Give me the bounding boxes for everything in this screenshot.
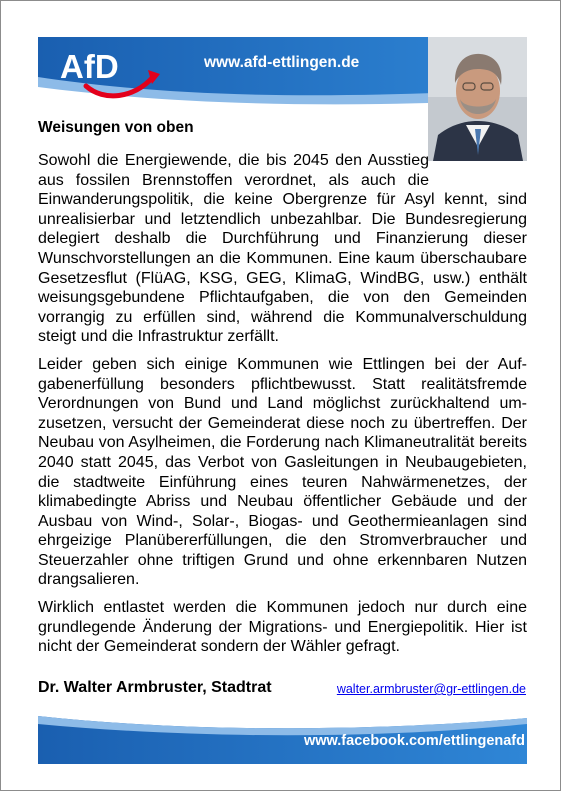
author-signature: Dr. Walter Armbruster, Stadtrat: [38, 679, 272, 696]
photo-wrap-spacer: [429, 151, 527, 173]
author-email-link[interactable]: walter.armbruster@gr-ettlingen.de: [336, 682, 526, 696]
header-url[interactable]: www.afd-ettlingen.de: [204, 54, 360, 71]
portrait-photo: [428, 37, 527, 161]
footer-facebook-url[interactable]: www.facebook.com/ettlingenafd: [303, 733, 525, 749]
afd-logo: [56, 44, 164, 106]
article-title: Weisungen von oben: [38, 119, 194, 136]
paragraph-1: Sowohl die Energiewende, die bis 2045 den Ausstieg aus fossilen Brennstoffen verordnet, als auch die Einwanderungspolitik, die keine Obergrenze für Asyl kennt, sind unrealisierbar und letztendlich unbezahlbar. Die Bundesregierung delegiert deshalb die Durchführung und Finanzierung dieser Wunschvorstellungen an die Kommunen. Eine kaum überschaubare Gesetzesflut (FlüAG, KSG, GEG, KlimaG, WindBG, usw.) enthält weisungsgebundene Pflichtaufgaben, die von den Gemeinden vorrangig zu erfüllen sind, während die Kommunalverschuldung steigt und die Infrastruktur zerfällt.: [38, 152, 527, 346]
article-body: [38, 151, 527, 665]
paragraph-2: Leider geben sich einige Kommunen wie Ettlingen bei der Aufgabenerfüllung besonders pflichtbewusst. Statt realitätsfremde Verordnungen von Bund und Land möglichst zurückhaltend umzusetzen, versucht der Gemeinderat diese noch zu übertreffen. Der Neubau von Asylheimen, die Forderung nach Klimaneutralität bereits 2040 statt 2045, das Verbot von Gasleitungen in Neubaugebieten, die stadtweite Einführung eines teuren Nahwärmenetzes, der klimabedingte Abriss und Neubau öffentlicher Gebäude und der Ausbau von Wind-, Solar-, Biogas- und Geothermieanlagen sind ehrgeizige Planübererfüllungen, die den Stromverbraucher und Steuerzahler ohne triftigen Grund und ohne erkennbaren Nutzen drangsalieren.: [38, 355, 527, 589]
svg-text:AfD: AfD: [60, 48, 119, 85]
paragraph-3: Wirklich entlastet werden die Kommunen jedoch nur durch eine grundlegende Änderung der Migrations- und Energiepolitik. Hier ist nicht der Gemeinderat sondern der Wähler gefragt.: [38, 599, 527, 656]
